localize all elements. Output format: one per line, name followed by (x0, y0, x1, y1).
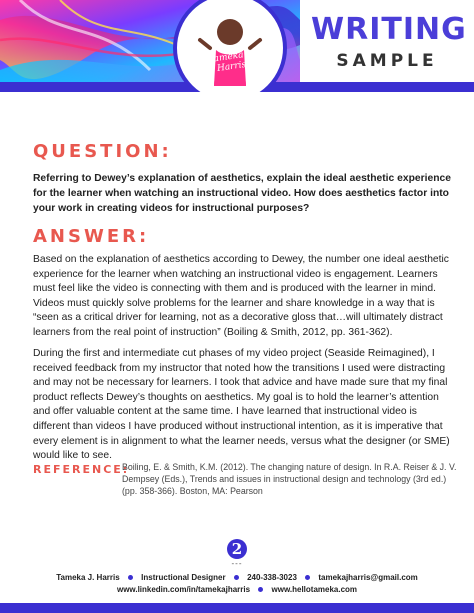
reference-text: Boiling, E. & Smith, K.M. (2012). The changing nature of design. In R.A. Reiser & J. V. Dempsey (Eds.), Trends and issues in instructional design and technology (3rd ed.) (pp. 358-366). Boston, MA: Pearson (122, 462, 457, 496)
bullet-icon (258, 587, 263, 592)
signature-logo: Tameka J. Harris (207, 49, 253, 74)
header-banner (0, 0, 474, 92)
answer-paragraph-2: During the first and intermediate cut phases of my video project (Seaside Reimagined), I received feedback from my instructor that noted how the transitions I used were distracting and may not be necessary for learners. I took that advice and have made sure that my final product reflects Dewey’s thoughts on aesthetics. My goal is to hold the learner’s attention and offer valuable content at the same time. I have learned that instructional video is different than videos I have produced without instructional intention, as it is imperative that every element is in alignment to what the learner needs, versus what the designer (or SME) would like to see. (33, 348, 450, 462)
brand-title-sample: SAMPLE (336, 51, 438, 71)
bullet-icon (234, 575, 239, 580)
brand-title-writing: WRITING (311, 12, 467, 47)
answer-paragraph-1: Based on the explanation of aesthetics according to Dewey, the number one ideal aesthetic experience for the learner when watching an instructional video is engagement. Learners must feel like the video is connecting with them and is produced with the learner in mind. Videos must quickly solve problems for the learner and share knowledge in a way that is “seen as a critical driver for learning, not as a decorative gloss that…will ultimately distract learners from the real point of instruction” (Boiling & Smith, 2012, pp. 361-362). (33, 254, 449, 338)
footer-role: Instructional Designer (141, 573, 226, 582)
footer-website-link[interactable]: www.hellotameka.com (271, 585, 358, 594)
reference-label: REFERENCE: (33, 463, 130, 476)
question-text: Referring to Dewey’s explanation of aesthetics, explain the ideal aesthetic experience for the learner when watching an instructional video. How does aesthetics factor into your work in creating videos for instructional purposes? (33, 173, 451, 214)
footer-linkedin-link[interactable]: www.linkedin.com/in/tamekajharris (116, 585, 251, 594)
page-number-dashes: --- (231, 559, 243, 568)
footer-phone: 240-338-3023 (247, 573, 297, 582)
footer-name: Tameka J. Harris (56, 573, 120, 582)
footer-contact-line (0, 573, 474, 582)
footer-email[interactable]: tamekajharris@gmail.com (318, 573, 418, 582)
bullet-icon (305, 575, 310, 580)
question-label: QUESTION: (33, 141, 172, 162)
bottom-color-bar (0, 603, 474, 613)
page-number-badge: 2 (227, 539, 247, 559)
bullet-icon (128, 575, 133, 580)
answer-label: ANSWER: (33, 226, 150, 247)
footer-links-line (0, 585, 474, 594)
